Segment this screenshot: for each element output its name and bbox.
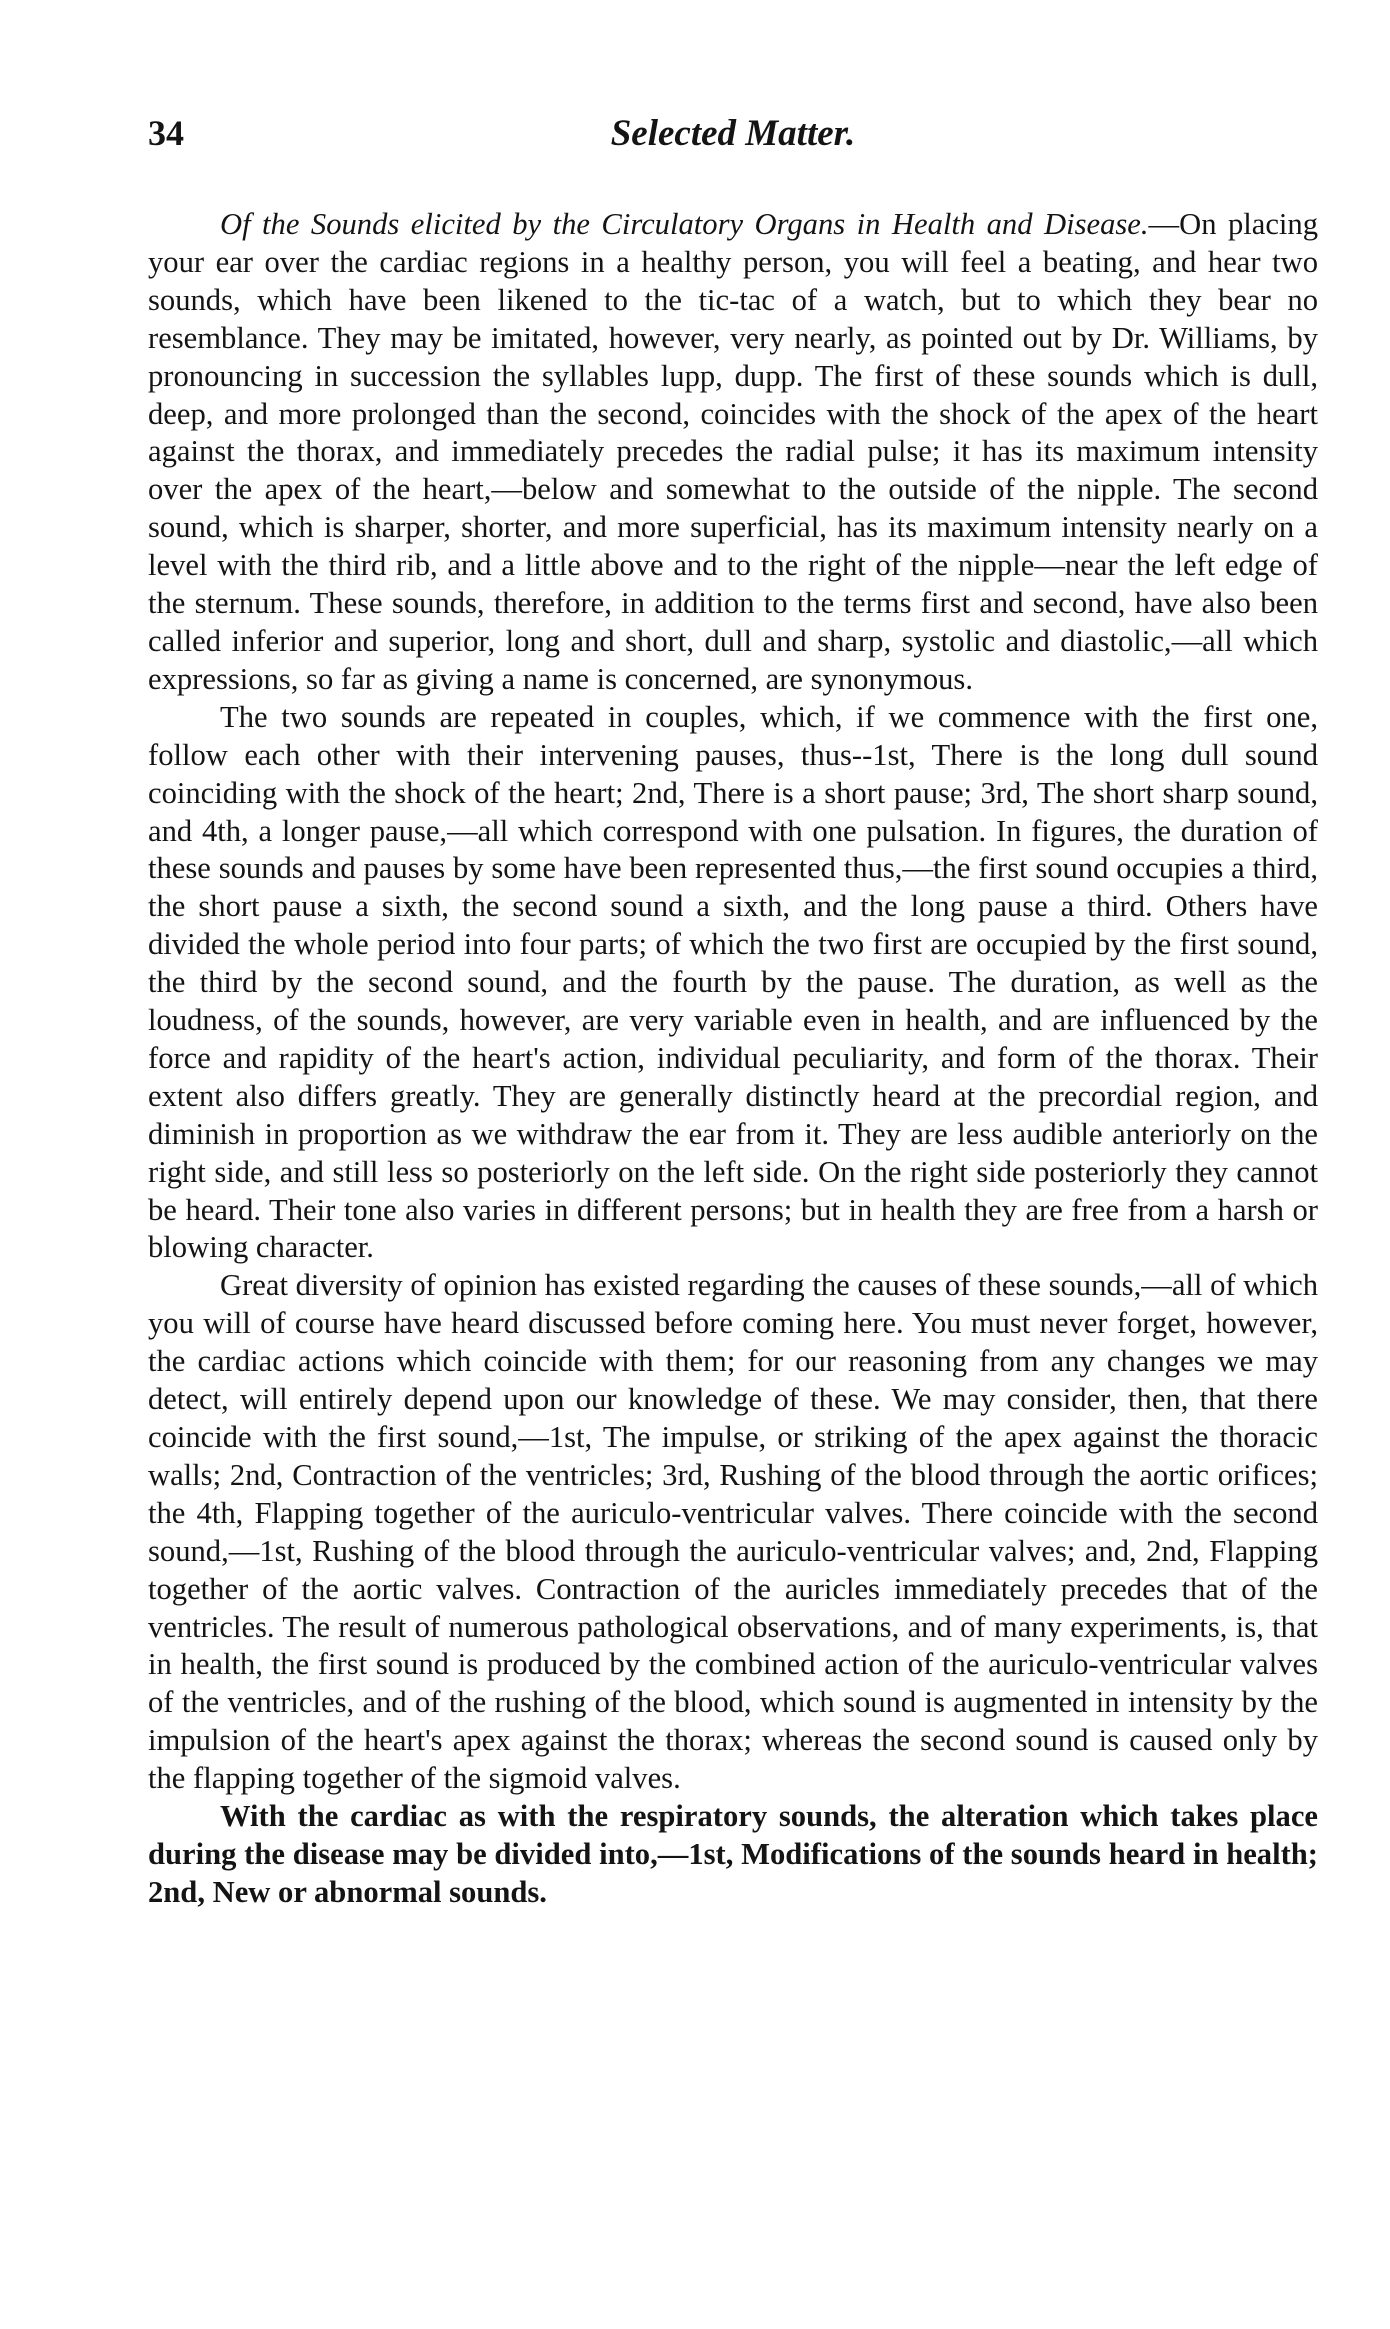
paragraph-sounds-intro <box>148 206 1318 699</box>
paragraph-4: With the cardiac as with the respiratory sounds, the alteration which takes place during the disease may be divided into,—1st, Modifications of the sounds heard in health; 2nd, New or abnormal sounds. <box>148 1799 1318 1909</box>
section-heading: Of the Sounds elicited by the Circulatory Organs in Health and Disease. <box>220 207 1149 241</box>
page-number: 34 <box>148 113 184 153</box>
paragraph-1-text: —On placing your ear over the cardiac regions in a healthy person, you will feel a beating, and hear two sounds, which have been likened to the tic-tac of a watch, but to which they bear no resemblance. They may be imitated, however, very nearly, as pointed out by Dr. Williams, by pronouncing in succession the syllables lupp, dupp. The first of these sounds which is dull, deep, and more prolonged than the second, coincides with the shock of the apex of the heart against the thorax, and immediately precedes the radial pulse; it has its maximum intensity over the apex of the heart,—below and somewhat to the outside of the nipple. The second sound, which is sharper, shorter, and more superficial, has its maximum intensity nearly on a level with the third rib, and a little above and to the right of the nipple—near the left edge of the sternum. These sounds, therefore, in addition to the terms first and second, have also been called inferior and superior, long and short, dull and sharp, systolic and diastolic,—all which expressions, so far as giving a name is concerned, are synonymous. <box>148 207 1318 696</box>
running-title: Selected Matter. <box>610 113 856 154</box>
running-head <box>148 112 1318 172</box>
paragraph-2: The two sounds are repeated in couples, which, if we commence with the first one, follow each other with their intervening pauses, thus--1st, There is the long dull sound coinciding with the shock of the heart; 2nd, There is a short pause; 3rd, The short sharp sound, and 4th, a longer pause,—all which correspond with one pulsation. In figures, the duration of these sounds and pauses by some have been represented thus,—the first sound occupies a third, the short pause a sixth, the second sound a sixth, and the long pause a third. Others have divided the whole period into four parts; of which the two first are occupied by the first sound, the third by the second sound, and the fourth by the pause. The duration, as well as the loudness, of the sounds, however, are very variable even in health, and are influenced by the force and rapidity of the heart's action, individual peculiarity, and form of the thorax. Their extent also differs greatly. They are generally distinctly heard at the precordial region, and diminish in proportion as we withdraw the ear from it. They are less audible anteriorly on the right side, and still less so posteriorly on the left side. On the right side posteriorly they cannot be heard. Their tone also varies in different persons; but in health they are free from a harsh or blowing character. <box>148 699 1318 1265</box>
paragraph-3: Great diversity of opinion has existed regarding the causes of these sounds,—all of which you will of course have heard discussed before coming here. You must never forget, however, the cardiac actions which coincide with them; for our reasoning from any changes we may detect, will entirely depend upon our knowledge of these. We may consider, then, that there coincide with the first sound,—1st, The impulse, or striking of the apex against the thoracic walls; 2nd, Contraction of the ventricles; 3rd, Rushing of the blood through the aortic orifices; the 4th, Flapping together of the auriculo-ventricular valves. There coincide with the second sound,—1st, Rushing of the blood through the auriculo-ventricular valves; and, 2nd, Flapping together of the aortic valves. Contraction of the auricles immediately precedes that of the ventricles. The result of numerous pathological observations, and of many experiments, is, that in health, the first sound is produced by the combined action of the auriculo-ventricular valves of the ventricles, and of the rushing of the blood, which sound is augmented in intensity by the impulsion of the heart's apex against the thorax; whereas the second sound is caused only by the flapping together of the sigmoid valves. <box>148 1268 1318 1796</box>
book-page <box>148 112 1318 1912</box>
